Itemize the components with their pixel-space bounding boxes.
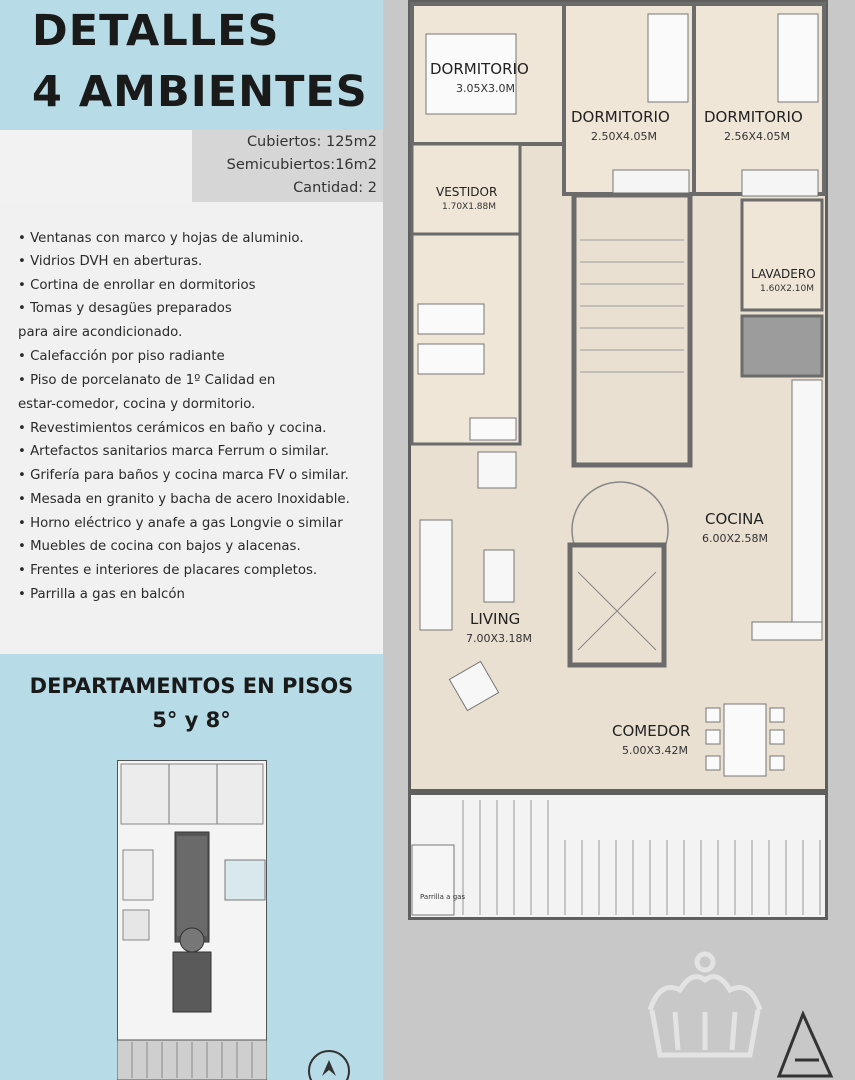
- feature-item: para aire acondicionado.: [18, 325, 183, 340]
- title-banner: [0, 0, 383, 130]
- spec-cantidad: Cantidad: 2: [293, 180, 377, 196]
- feature-item: • Mesada en granito y bacha de acero Inoxidable.: [18, 492, 350, 507]
- feature-item: • Parrilla a gas en balcón: [18, 587, 185, 602]
- crown-watermark-logo: [640, 950, 770, 1070]
- floors-panel: [0, 654, 383, 1080]
- room-dim-dormitorio-2: 2.50X4.05M: [591, 130, 658, 143]
- parrilla-label: Parrilla a gas: [420, 893, 466, 901]
- room-dim-lavadero: 1.60X2.10M: [760, 284, 815, 294]
- feature-item: • Muebles de cocina con bajos y alacenas.: [18, 539, 301, 554]
- spec-cubiertos: Cubiertos: 125m2: [246, 134, 377, 150]
- room-dim-dormitorio-3: 2.56X4.05M: [724, 130, 791, 143]
- room-dim-dormitorio-1: 3.05X3.0M: [456, 82, 516, 95]
- triangle-logo: [775, 1010, 835, 1080]
- room-label-comedor: COMEDOR: [612, 722, 691, 740]
- room-label-vestidor: VESTIDOR: [436, 185, 498, 199]
- room-label-living: LIVING: [470, 610, 521, 628]
- room-dim-comedor: 5.00X3.42M: [622, 744, 689, 757]
- title-line1: DETALLES: [32, 6, 280, 56]
- building-mini-plan: [117, 760, 267, 1080]
- room-label-cocina: COCINA: [705, 510, 764, 528]
- feature-item: • Frentes e interiores de placares completos.: [18, 563, 318, 578]
- feature-item: • Ventanas con marco y hojas de aluminio.: [18, 231, 304, 246]
- title-line2: 4 AMBIENTES: [32, 67, 368, 117]
- feature-item: • Horno eléctrico y anafe a gas Longvie o similar: [18, 516, 343, 531]
- room-label-dormitorio-1: DORMITORIO: [430, 60, 529, 78]
- spec-semicubiertos: Semicubiertos:16m2: [226, 157, 377, 173]
- compass-icon: [306, 1048, 352, 1080]
- room-label-lavadero: LAVADERO: [751, 267, 816, 281]
- features-list: [0, 202, 383, 654]
- feature-item: • Tomas y desagües preparados: [18, 301, 232, 316]
- room-label-dormitorio-3: DORMITORIO: [704, 108, 803, 126]
- floors-numbers: 5° y 8°: [152, 708, 231, 732]
- feature-item: • Grifería para baños y cocina marca FV o similar.: [18, 468, 349, 483]
- room-dim-living: 7.00X3.18M: [466, 632, 533, 645]
- room-label-dormitorio-2: DORMITORIO: [571, 108, 670, 126]
- feature-item: • Cortina de enrollar en dormitorios: [18, 278, 256, 293]
- room-dim-vestidor: 1.70X1.88M: [442, 202, 497, 212]
- feature-item: • Calefacción por piso radiante: [18, 349, 225, 364]
- feature-item: • Vidrios DVH en aberturas.: [18, 254, 203, 269]
- room-dim-cocina: 6.00X2.58M: [702, 532, 769, 545]
- feature-item: • Piso de porcelanato de 1º Calidad en: [18, 373, 276, 388]
- floors-heading: DEPARTAMENTOS EN PISOS: [29, 674, 354, 698]
- feature-item: • Revestimientos cerámicos en baño y cocina.: [18, 421, 327, 436]
- feature-item: • Artefactos sanitarios marca Ferrum o similar.: [18, 444, 329, 459]
- specs-panel: [192, 130, 383, 202]
- feature-item: estar-comedor, cocina y dormitorio.: [18, 397, 256, 412]
